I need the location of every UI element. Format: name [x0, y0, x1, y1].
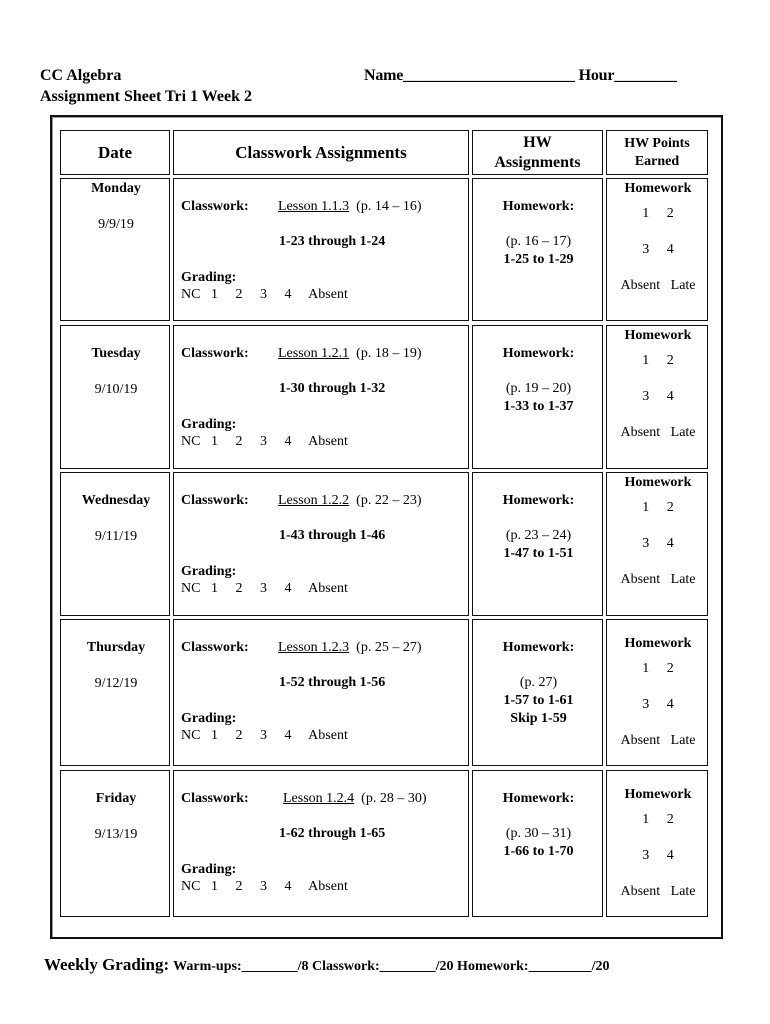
- points-header-line2: Earned: [634, 153, 680, 169]
- classwork-label: Classwork:: [181, 199, 249, 214]
- day-cell: [60, 619, 170, 766]
- grading-scale: NC 1 2 3 4 Absent: [181, 728, 348, 743]
- points-row-absent-late: Absent Late: [620, 425, 696, 440]
- grading-label: Grading:: [181, 862, 237, 877]
- grading-label: Grading:: [181, 270, 237, 285]
- homework-cell: [472, 770, 603, 917]
- homework-problems: 1-66 to 1-70: [503, 844, 574, 859]
- course-title: CC Algebra: [40, 67, 122, 84]
- points-row-1-2: 1 2: [642, 661, 674, 676]
- homework-label: Homework:: [502, 791, 575, 806]
- points-cell: [606, 770, 708, 917]
- lesson-link-text: Lesson 1.2.2: [278, 493, 350, 508]
- lesson-pages: (p. 22 – 23): [356, 493, 422, 508]
- lesson-pages: (p. 28 – 30): [361, 791, 427, 806]
- lesson-link-text: Lesson 1.2.4: [283, 791, 355, 806]
- hw-header-line1: HW: [523, 133, 552, 151]
- points-row-1-2: 1 2: [642, 812, 674, 827]
- lesson-pages: (p. 25 – 27): [356, 640, 422, 655]
- classwork-label: Classwork:: [181, 346, 249, 361]
- lesson-link-text: Lesson 1.2.1: [278, 346, 350, 361]
- points-row-3-4: 3 4: [642, 697, 674, 712]
- lesson-info: [278, 346, 422, 362]
- lesson-info: [278, 640, 422, 656]
- points-cell: [606, 178, 708, 321]
- classwork-label: Classwork:: [181, 493, 249, 508]
- lesson-link-text: Lesson 1.2.3: [278, 640, 350, 655]
- grading-label: Grading:: [181, 711, 237, 726]
- points-cell: [606, 472, 708, 616]
- homework-pages: (p. 16 – 17): [505, 234, 572, 249]
- header-hw: [472, 130, 603, 175]
- classwork-label: Classwork:: [181, 791, 249, 806]
- header-date: [60, 130, 170, 175]
- homework-pages: (p. 19 – 20): [505, 381, 572, 396]
- points-title: Homework: [624, 636, 692, 651]
- day-cell: [60, 770, 170, 917]
- lesson-info: [278, 493, 422, 509]
- day-name: Monday: [91, 181, 141, 196]
- points-title: Homework: [624, 328, 692, 343]
- points-cell: [606, 325, 708, 469]
- day-cell: [60, 472, 170, 616]
- points-row-1-2: 1 2: [642, 500, 674, 515]
- lesson-info: [283, 791, 427, 807]
- day-date: 9/9/19: [98, 217, 134, 232]
- grading-scale: NC 1 2 3 4 Absent: [181, 287, 348, 302]
- homework-cell: [472, 619, 603, 766]
- weekly-grading-label: Weekly Grading:: [44, 955, 170, 974]
- header-points: [606, 130, 708, 175]
- points-title: Homework: [624, 787, 692, 802]
- points-row-1-2: 1 2: [642, 353, 674, 368]
- day-name: Friday: [95, 791, 137, 806]
- homework-label: Homework:: [502, 493, 575, 508]
- homework-extra: Skip 1-59: [510, 711, 567, 726]
- classwork-cell: [173, 325, 469, 469]
- points-row-absent-late: Absent Late: [620, 572, 696, 587]
- classwork-cell: [173, 770, 469, 917]
- classwork-label: Classwork:: [181, 640, 249, 655]
- points-title: Homework: [624, 475, 692, 490]
- homework-pages: (p. 27): [519, 675, 558, 690]
- points-row-3-4: 3 4: [642, 242, 674, 257]
- classwork-problems: 1-62 through 1-65: [279, 826, 386, 841]
- homework-label: Homework:: [502, 346, 575, 361]
- classwork-header-label: Classwork Assignments: [235, 142, 407, 162]
- classwork-cell: [173, 619, 469, 766]
- day-cell: [60, 325, 170, 469]
- day-date: 9/13/19: [94, 827, 138, 842]
- homework-cell: [472, 472, 603, 616]
- classwork-problems: 1-23 through 1-24: [279, 234, 386, 249]
- grading-scale: NC 1 2 3 4 Absent: [181, 581, 348, 596]
- hw-header-line2: Assignments: [494, 153, 581, 171]
- classwork-problems: 1-43 through 1-46: [279, 528, 386, 543]
- day-date: 9/12/19: [94, 676, 138, 691]
- points-row-absent-late: Absent Late: [620, 884, 696, 899]
- points-row-1-2: 1 2: [642, 206, 674, 221]
- classwork-cell: [173, 472, 469, 616]
- lesson-pages: (p. 14 – 16): [356, 199, 422, 214]
- homework-pages: (p. 30 – 31): [505, 826, 572, 841]
- points-header-line1: HW Points: [624, 135, 690, 151]
- homework-problems: 1-57 to 1-61: [503, 693, 574, 708]
- points-row-absent-late: Absent Late: [620, 278, 696, 293]
- points-cell: [606, 619, 708, 766]
- day-date: 9/10/19: [94, 382, 138, 397]
- points-row-3-4: 3 4: [642, 848, 674, 863]
- classwork-problems: 1-52 through 1-56: [279, 675, 386, 690]
- day-name: Tuesday: [91, 346, 141, 361]
- grading-label: Grading:: [181, 564, 237, 579]
- name-hour-line: Name______________________ Hour________: [364, 67, 677, 84]
- weekly-grading-summary: Warm-ups:________/8 Classwork:________/20 Homework:_________/20: [173, 959, 610, 974]
- homework-problems: 1-47 to 1-51: [503, 546, 574, 561]
- lesson-pages: (p. 18 – 19): [356, 346, 422, 361]
- points-row-absent-late: Absent Late: [620, 733, 696, 748]
- lesson-info: [278, 199, 422, 215]
- day-date: 9/11/19: [94, 529, 138, 544]
- points-row-3-4: 3 4: [642, 536, 674, 551]
- header-classwork: [173, 130, 469, 175]
- day-cell: [60, 178, 170, 321]
- homework-cell: [472, 325, 603, 469]
- grading-scale: NC 1 2 3 4 Absent: [181, 434, 348, 449]
- homework-label: Homework:: [502, 199, 575, 214]
- sheet-title: Assignment Sheet Tri 1 Week 2: [40, 88, 253, 105]
- day-name: Wednesday: [81, 493, 151, 508]
- homework-problems: 1-33 to 1-37: [503, 399, 574, 414]
- points-title: Homework: [624, 181, 692, 196]
- points-row-3-4: 3 4: [642, 389, 674, 404]
- homework-problems: 1-25 to 1-29: [503, 252, 574, 267]
- day-name: Thursday: [86, 640, 146, 655]
- weekly-grading-footer: [44, 955, 609, 975]
- classwork-problems: 1-30 through 1-32: [279, 381, 386, 396]
- homework-cell: [472, 178, 603, 321]
- date-header-label: Date: [98, 142, 132, 162]
- grading-label: Grading:: [181, 417, 237, 432]
- classwork-cell: [173, 178, 469, 321]
- grading-scale: NC 1 2 3 4 Absent: [181, 879, 348, 894]
- homework-label: Homework:: [502, 640, 575, 655]
- lesson-link-text: Lesson 1.1.3: [278, 199, 350, 214]
- homework-pages: (p. 23 – 24): [505, 528, 572, 543]
